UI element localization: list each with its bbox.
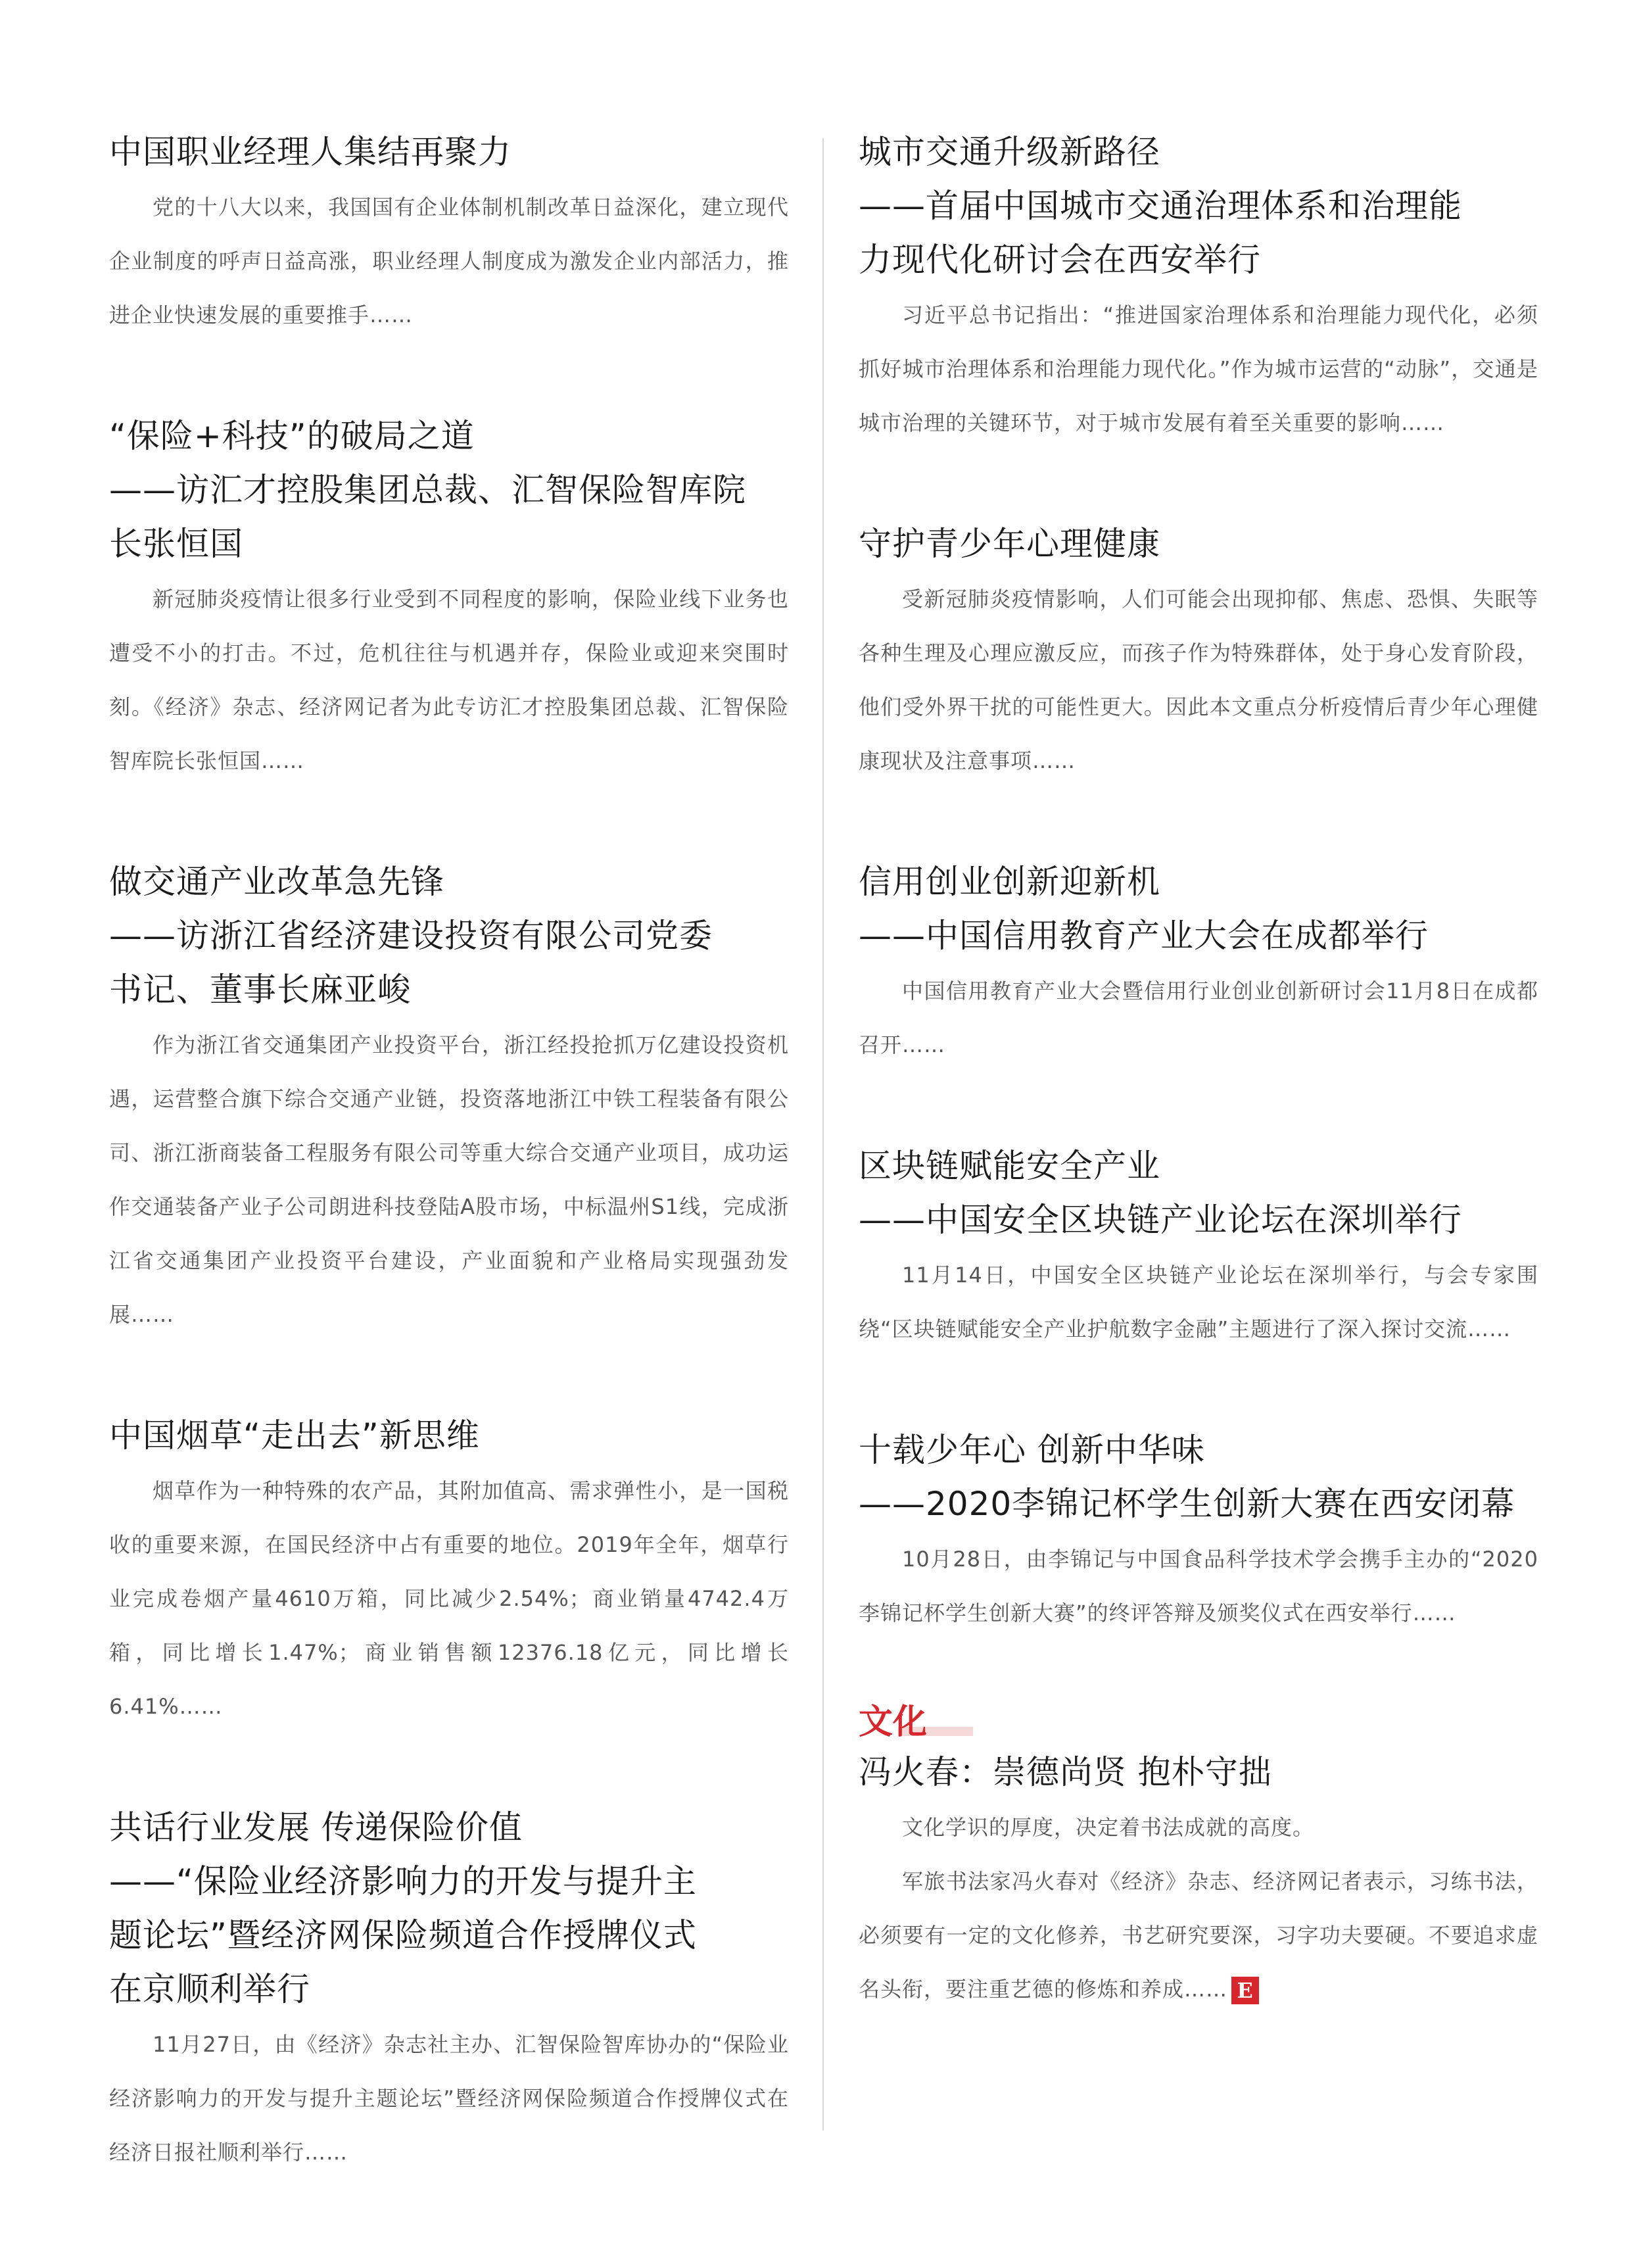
title-line: 冯火春：崇德尚贤 抱朴守拙 <box>859 1753 1272 1791</box>
article-title[interactable] <box>109 1409 789 1462</box>
article-summary: 作为浙江省交通集团产业投资平台，浙江经投抢抓万亿建设投资机遇，运营整合旗下综合交通产业链，投资落地浙江中铁工程装备有限公司、浙江浙商装备工程服务有限公司等重大综合交通产业项目，成功运作交通装备产业子公司朗进科技登陆A股市场，中标温州S1线，完成浙江省交通集团产业投资平台建设，产业面貌和产业格局实现强劲发展…… <box>109 1032 789 1327</box>
title-line: 城市交通升级新路径 <box>859 133 1160 171</box>
article-title[interactable] <box>109 855 789 1017</box>
subtitle-line: ——访汇才控股集团总裁、汇智保险智库院 <box>109 471 746 509</box>
subtitle-line: ——2020李锦记杯学生创新大赛在西安闭幕 <box>859 1485 1515 1523</box>
subtitle-line: ——中国信用教育产业大会在成都举行 <box>859 917 1429 955</box>
subtitle-line: 题论坛”暨经济网保险频道合作授牌仪式 <box>109 1916 697 1954</box>
article-summary: 11月14日，中国安全区块链产业论坛在深圳举行，与会专家围绕“区块链赋能安全产业护航数字金融”主题进行了深入探讨交流…… <box>859 1263 1538 1341</box>
article-summary: 文化学识的厚度，决定着书法成就的高度。 <box>902 1815 1315 1840</box>
article-title[interactable] <box>859 1745 1538 1799</box>
subtitle-line: ——首届中国城市交通治理体系和治理能 <box>859 187 1462 225</box>
article-summary: 习近平总书记指出：“推进国家治理体系和治理能力现代化，必须抓好城市治理体系和治理能力现代化。”作为城市运营的“动脉”，交通是城市治理的关键环节，对于城市发展有着至关重要的影响…… <box>859 302 1538 435</box>
title-line: 十载少年心 创新中华味 <box>859 1431 1205 1469</box>
article-title[interactable] <box>109 409 789 571</box>
article-left-2[interactable] <box>109 409 789 788</box>
article-title[interactable] <box>859 855 1538 963</box>
article-left-1[interactable] <box>109 125 789 342</box>
section-label-text: 文化 <box>859 1702 928 1742</box>
title-line: 做交通产业改革急先锋 <box>109 863 444 901</box>
subtitle-line: ——中国安全区块链产业论坛在深圳举行 <box>859 1201 1462 1239</box>
article-right-3[interactable] <box>859 855 1538 1072</box>
subtitle-line: 长张恒国 <box>109 525 243 563</box>
summary-text: 军旅书法家冯火春对《经济》杂志、经济网记者表示，习练书法，必须要有一定的文化修养，书艺研究要深，习字功夫要硬。不要追求虚名头衔，要注重艺德的修炼和养成…… <box>859 1869 1538 2002</box>
article-left-4[interactable] <box>109 1409 789 1733</box>
title-line: 中国烟草“走出去”新思维 <box>109 1416 480 1455</box>
subtitle-line: ——“保险业经济影响力的开发与提升主 <box>109 1862 697 1900</box>
article-title[interactable] <box>859 1423 1538 1531</box>
article-summary: 新冠肺炎疫情让很多行业受到不同程度的影响，保险业线下业务也遭受不小的打击。不过，危机往往与机遇并存，保险业或迎来突围时刻。《经济》杂志、经济网记者为此专访汇才控股集团总裁、汇智保险智库院长张恒国…… <box>109 587 789 773</box>
article-right-2[interactable] <box>859 517 1538 788</box>
right-column <box>859 125 1538 2016</box>
article-left-5[interactable] <box>109 1800 789 2179</box>
subtitle-line: 在京顺利举行 <box>109 1970 310 2008</box>
article-right-5[interactable] <box>859 1423 1538 1640</box>
article-title[interactable] <box>859 1139 1538 1247</box>
article-summary: 受新冠肺炎疫情影响，人们可能会出现抑郁、焦虑、恐惧、失眠等各种生理及心理应激反应，而孩子作为特殊群体，处于身心发育阶段，他们受外界干扰的可能性更大。因此本文重点分析疫情后青少年心理健康现状及注意事项…… <box>859 587 1538 773</box>
article-right-1[interactable] <box>859 125 1538 450</box>
article-title[interactable] <box>859 517 1538 571</box>
subtitle-line: ——访浙江省经济建设投资有限公司党委 <box>109 917 713 955</box>
article-title[interactable] <box>859 125 1538 287</box>
subtitle-line: 力现代化研讨会在西安举行 <box>859 241 1261 279</box>
title-line: 守护青少年心理健康 <box>859 525 1160 563</box>
title-line: 区块链赋能安全产业 <box>859 1147 1160 1185</box>
section-label-culture <box>859 1699 973 1745</box>
article-title[interactable] <box>109 1800 789 2016</box>
left-column <box>109 125 789 2179</box>
article-summary: 11月27日，由《经济》杂志社主办、汇智保险智库协办的“保险业经济影响力的开发与提升主题论坛”暨经济网保险频道合作授牌仪式在经济日报社顺利举行…… <box>109 2032 789 2165</box>
title-line: 共话行业发展 传递保险价值 <box>109 1808 523 1846</box>
article-summary-continued <box>859 1854 1538 2016</box>
article-summary: 烟草作为一种特殊的农产品，其附加值高、需求弹性小，是一国税收的重要来源，在国民经济中占有重要的地位。2019年全年，烟草行业完成卷烟产量4610万箱，同比减少2.54%；商业销量4742.4万箱，同比增长1.47%；商业销售额12376.18亿元，同比增长6.41%…… <box>109 1478 789 1719</box>
column-divider <box>822 138 824 2131</box>
article-left-3[interactable] <box>109 855 789 1341</box>
article-summary: 10月28日，由李锦记与中国食品科学技术学会携手主办的“2020李锦记杯学生创新大赛”的终评答辩及颁奖仪式在西安举行…… <box>859 1547 1538 1626</box>
article-summary: 中国信用教育产业大会暨信用行业创业创新研讨会11月8日在成都召开…… <box>859 978 1538 1057</box>
article-title[interactable] <box>109 125 789 179</box>
article-right-4[interactable] <box>859 1139 1538 1356</box>
title-line: 信用创业创新迎新机 <box>859 863 1160 901</box>
article-summary: 党的十八大以来，我国国有企业体制机制改革日益深化，建立现代企业制度的呼声日益高涨，职业经理人制度成为激发企业内部活力，推进企业快速发展的重要推手…… <box>109 195 789 327</box>
article-culture[interactable] <box>859 1699 1538 2016</box>
subtitle-line: 书记、董事长麻亚峻 <box>109 971 411 1009</box>
title-line: “保险+科技”的破局之道 <box>109 417 475 455</box>
title-line: 中国职业经理人集结再聚力 <box>109 133 511 171</box>
magazine-end-mark-icon: E <box>1231 1977 1259 2004</box>
